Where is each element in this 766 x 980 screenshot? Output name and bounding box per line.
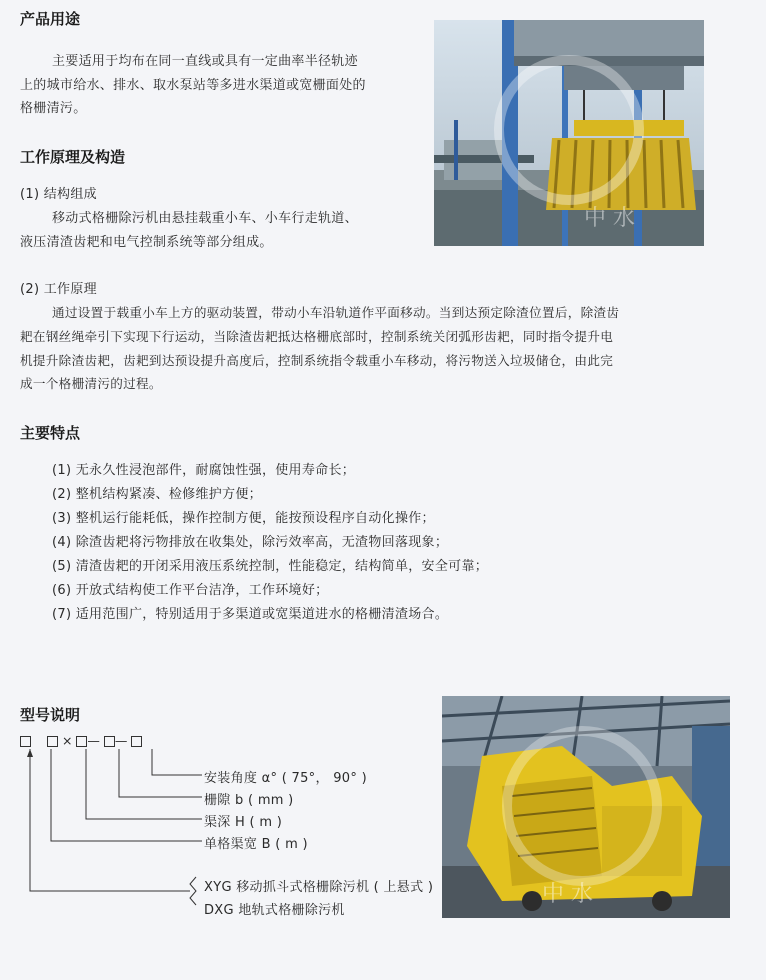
watermark-text-bottom: 中 水	[542, 882, 593, 907]
watermark-text-top: 中 水	[584, 206, 635, 231]
feature-item-3: (3) 整机运行能耗低，操作控制方便，能按预设程序自动化操作；	[52, 511, 435, 526]
usage-line-1: 主要适用于均布在同一直线或具有一定曲率半径轨迹	[52, 54, 358, 69]
structure-subtitle: (1) 结构组成	[20, 187, 97, 202]
feature-item-2: (2) 整机结构紧凑、检修维护方便；	[52, 487, 262, 502]
feature-item-5: (5) 清渣齿耙的开闭采用液压系统控制，性能稳定，结构简单，安全可靠；	[52, 559, 489, 574]
model-title: 型号说明	[20, 706, 81, 724]
working-line-4: 成一个格栅清污的过程。	[20, 376, 162, 391]
model-sep-x: ×	[61, 733, 73, 748]
principle-title: 工作原理及构造	[20, 148, 126, 166]
working-line-1: 通过设置于载重小车上方的驱动装置，带动小车沿轨道作平面移动。当到达预定除渣位置后，除渣齿	[52, 305, 620, 320]
feature-item-4: (4) 除渣齿耙将污物排放在收集处，除污效率高，无渣物回落现象；	[52, 535, 449, 550]
model-label-gap: 栅隙 b ( mm )	[204, 793, 294, 808]
model-label-depth: 渠深 H ( m )	[204, 815, 283, 830]
working-line-3: 机提升除渣齿耙，齿耙到达预设提升高度后，控制系统指令载重小车移动，将污物送入垃圾储仓，由此完	[20, 353, 614, 368]
model-label-angle: 安装角度 α° ( 75°， 90° )	[204, 771, 367, 786]
structure-line-2: 液压清渣齿耙和电气控制系统等部分组成。	[20, 235, 273, 250]
working-line-2: 耙在钢丝绳牵引下实现下行运动，当除渣齿耙抵达格栅底部时，控制系统关闭弧形齿耙，同时指令提升电	[20, 329, 614, 344]
feature-item-6: (6) 开放式结构使工作平台洁净，工作环境好；	[52, 583, 329, 598]
model-sep-dash-2: —	[114, 733, 128, 748]
features-title: 主要特点	[20, 424, 81, 442]
model-label-xyg: XYG 移动抓斗式格栅除污机 ( 上悬式 )	[204, 880, 434, 895]
working-subtitle: (2) 工作原理	[20, 282, 97, 297]
feature-item-1: (1) 无永久性浸泡部件，耐腐蚀性强，使用寿命长；	[52, 463, 356, 478]
usage-line-3: 格栅清污。	[20, 101, 87, 116]
feature-item-7: (7) 适用范围广，特别适用于多渠道或宽渠道进水的格栅清渣场合。	[52, 607, 449, 622]
model-label-dxg: DXG 地轨式格栅除污机	[204, 903, 345, 918]
usage-title: 产品用途	[20, 10, 81, 28]
model-label-width: 单格渠宽 B ( m )	[204, 837, 308, 852]
structure-line-1: 移动式格栅除污机由悬挂载重小车、小车行走轨道、	[52, 211, 358, 226]
machine-photo-bottom	[442, 696, 730, 918]
model-sep-dash-1: —	[87, 733, 100, 748]
usage-line-2: 上的城市给水、排水、取水泵站等多进水渠道或宽栅面处的	[20, 78, 366, 93]
